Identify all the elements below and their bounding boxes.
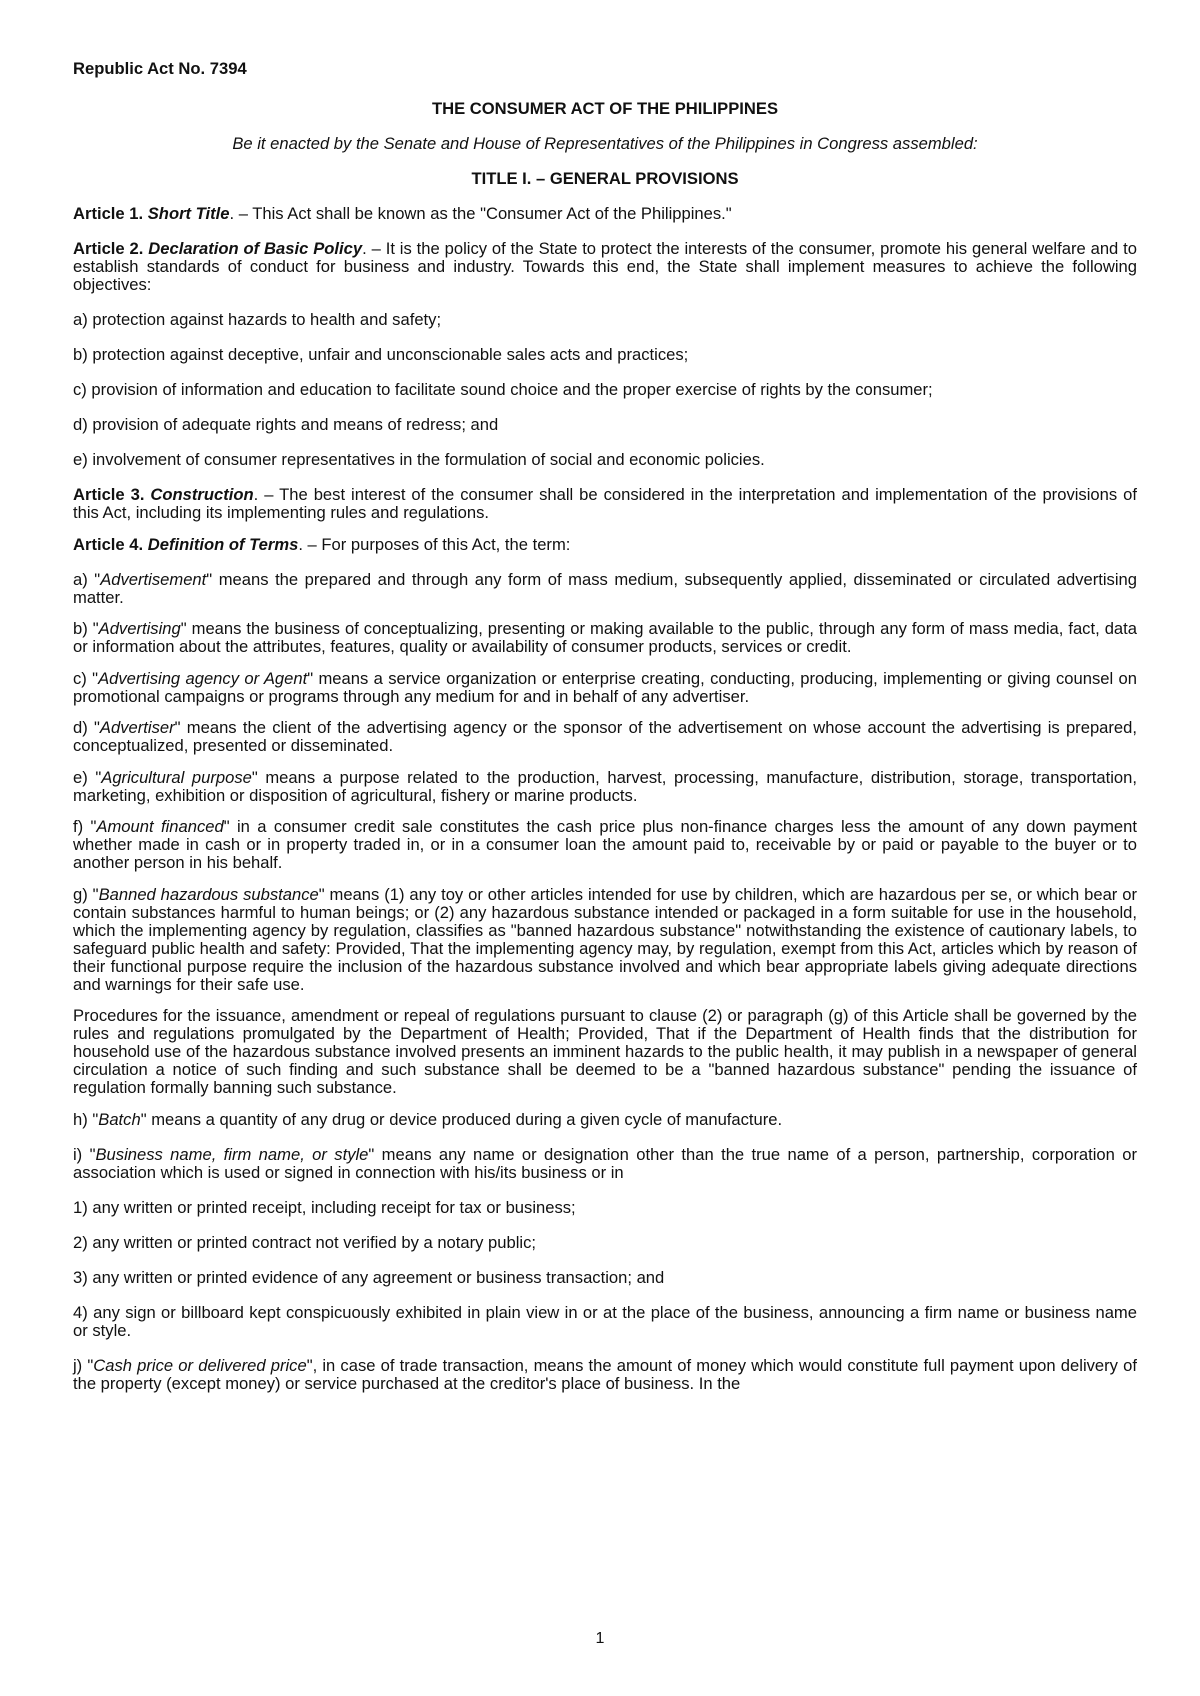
def-prefix: f) " [73,817,97,836]
definition-i [73,1146,1137,1182]
definition-g [73,886,1137,994]
list-item: d) provision of adequate rights and means of redress; and [73,415,499,434]
enacting-clause: Be it enacted by the Senate and House of Representatives of the Philippines in Congress assembled: [232,134,978,153]
def-term: Banned hazardous substance [98,884,319,904]
definition-a [73,571,1137,607]
document-page [73,60,1137,1406]
def-text: " means the prepared and through any form of mass medium, subsequently applied, disseminated or circulated advertising matter. [73,569,1137,607]
act-title: THE CONSUMER ACT OF THE PHILIPPINES [431,99,779,118]
title-heading: TITLE I. – GENERAL PROVISIONS [471,169,739,188]
def-prefix: b) " [73,619,99,638]
sub-list-item: 3) any written or printed evidence of any agreement or business transaction; and [73,1267,665,1287]
def-text: " means the client of the advertising agency or the sponsor of the advertisement on whose account the advertising is prepared, conceptualized, presented or disseminated. [73,718,1137,755]
def-text: " means a quantity of any drug or device produced during a given cycle of manufacture. [140,1109,783,1129]
definition-j [73,1357,1137,1393]
def-prefix: d) " [73,718,100,737]
definition-d [73,719,1137,755]
def-term: Agricultural purpose [101,767,252,787]
article-heading: Short Title [147,204,230,223]
def-term: Advertiser [99,718,175,737]
sub-list-item: 4) any sign or billboard kept conspicuously exhibited in plain view in or at the place of the business, announcing a firm name or business name or style. [73,1302,1137,1340]
def-prefix: g) " [73,884,99,904]
article-label: Article 4. [73,534,144,554]
article-heading: Definition of Terms [147,534,299,554]
def-prefix: a) " [73,569,101,589]
def-text: " means a service organization or enterprise creating, conducting, producing, implementing or giving counsel on promotional campaigns or programs through any medium for and in behalf of any advertiser. [73,668,1137,706]
article-3 [73,486,1137,522]
list-item: c) provision of information and education to facilitate sound choice and the proper exercise of rights by the consumer; [73,380,933,399]
procedures-paragraph: Procedures for the issuance, amendment or repeal of regulations pursuant to clause (2) or paragraph (g) of this Article shall be governed by the rules and regulations promulgated by the Department of Health; Provided, That if the Department of Health finds that the distribution for household use of the hazardous substance involved presents an imminent hazards to the public health, it may publish in a newspaper of general circulation a notice of such finding and such substance shall be deemed to be a "banned hazardous substance" pending the issuance of regulation formally banning such substance. [73,1006,1137,1097]
def-prefix: h) " [73,1109,99,1129]
def-term: Advertising agency or Agent [98,668,308,688]
article-heading: Declaration of Basic Policy [148,239,363,258]
def-prefix: c) " [73,668,99,688]
sub-list-item: 1) any written or printed receipt, including receipt for tax or business; [73,1197,576,1217]
page-number: 1 [595,1630,605,1647]
definition-b [73,620,1137,656]
definition-e [73,769,1137,805]
article-4 [73,536,1137,554]
def-prefix: i) " [73,1144,96,1164]
def-term: Batch [98,1109,141,1129]
list-item: a) protection against hazards to health and safety; [73,310,442,329]
def-text: ", in case of trade transaction, means the amount of money which would constitute full payment upon delivery of the property (except money) or service purchased at the creditor's place of business. In the [73,1355,1137,1393]
def-term: Cash price or delivered price [93,1355,307,1375]
article-text: . – The best interest of the consumer shall be considered in the interpretation and implementation of the provisions of this Act, including its implementing rules and regulations. [73,485,1137,522]
article-label: Article 1. [73,204,144,223]
def-text: " means (1) any toy or other articles intended for use by children, which are hazardous per se, or which bear or contain substances harmful to human beings; or (2) any hazardous substance intended or packaged in a form suitable for use in the household, which the implementing agency by regulation, classifies as "banned hazardous substance" notwithstanding the existence of cautionary labels, to safeguard public health and safety: Provided, That the implementing agency may, by regulation, exempt from this Act, articles which by reason of their functional purpose require the inclusion of the hazardous substance involved and which bear appropriate labels giving adequate directions and warnings for their safe use. [73,884,1137,994]
article-label: Article 2. [73,239,144,258]
def-prefix: e) " [73,767,102,787]
list-item: e) involvement of consumer representatives in the formulation of social and economic policies. [73,450,765,469]
def-text: " means a purpose related to the production, harvest, processing, manufacture, distribution, storage, transportation, marketing, exhibition or disposition of agricultural, fishery or marine products. [73,767,1137,805]
article-2 [73,240,1137,294]
def-prefix: j) " [73,1355,94,1375]
definition-h [73,1111,1137,1129]
def-text: " in a consumer credit sale constitutes the cash price plus non-finance charges less the amount of any down payment whether made in cash or in property traded in, or in a consumer loan the amount paid to, receivable by or paid or payable to the buyer or to another person in his behalf. [73,817,1137,872]
def-term: Advertisement [100,569,207,589]
article-text: . – It is the policy of the State to protect the interests of the consumer, promote his general welfare and to establish standards of conduct for business and industry. Towards this end, the State shall implement measures to achieve the following objectives: [73,239,1137,294]
def-term: Amount financed [96,817,224,836]
def-text: " means any name or designation other than the true name of a person, partnership, corporation or association which is used or signed in connection with his/its business or in [73,1144,1138,1182]
def-term: Business name, firm name, or style [95,1144,369,1164]
sub-list-item: 2) any written or printed contract not verified by a notary public; [73,1232,537,1252]
article-text: . – For purposes of this Act, the term: [298,534,571,554]
definition-f [73,818,1137,872]
article-label: Article 3. [73,485,145,504]
act-number: Republic Act No. 7394 [73,59,247,78]
list-item: b) protection against deceptive, unfair and unconscionable sales acts and practices; [73,345,689,364]
article-heading: Construction [150,485,254,504]
article-text: . – This Act shall be known as the "Consumer Act of the Philippines." [229,204,732,223]
def-text: " means the business of conceptualizing, presenting or making available to the public, through any form of mass media, fact, data or information about the attributes, features, quality or availability of consumer products, services or credit. [73,619,1137,656]
article-1 [73,205,1137,223]
definition-c [73,670,1137,706]
def-term: Advertising [98,619,181,638]
